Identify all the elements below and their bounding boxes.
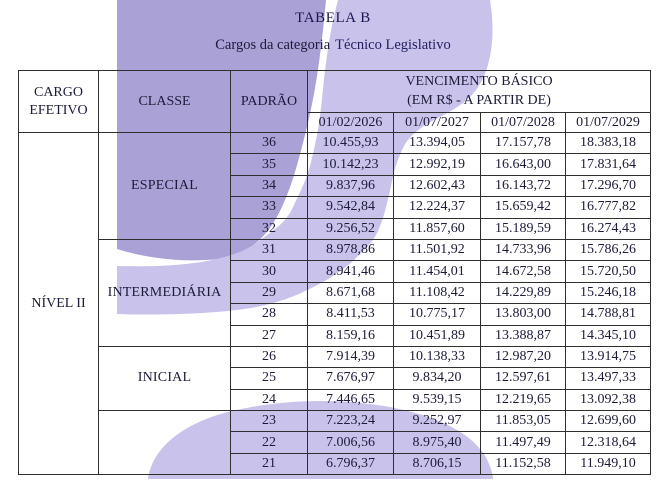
value-cell: 11.108,42 [394,282,481,303]
value-cell: 14.229,89 [481,282,566,303]
value-cell: 16.643,00 [481,154,566,175]
value-cell: 14.345,10 [566,325,651,346]
value-cell: 15.659,42 [481,197,566,218]
value-cell: 13.092,38 [566,389,651,410]
value-cell: 17.831,64 [566,154,651,175]
value-cell: 12.699,60 [566,411,651,432]
value-cell: 12.597,61 [481,368,566,389]
padrao-cell: 28 [231,304,308,325]
value-cell: 10.138,33 [394,346,481,367]
padrao-cell: 22 [231,432,308,453]
classe-cell-inicial: INICIAL [99,346,231,410]
classe-cell-blank [99,411,231,475]
padrao-cell: 34 [231,175,308,196]
col-header-vencimento [308,71,651,113]
value-cell: 8.975,40 [394,432,481,453]
date-header: 01/02/2026 [308,113,394,133]
value-cell: 12.987,20 [481,346,566,367]
value-cell: 11.152,58 [481,453,566,474]
padrao-cell: 29 [231,282,308,303]
value-cell: 10.142,23 [308,154,394,175]
value-cell: 12.224,37 [394,197,481,218]
value-cell: 18.383,18 [566,133,651,154]
value-cell: 7.006,56 [308,432,394,453]
value-cell: 11.949,10 [566,453,651,474]
value-cell: 15.189,59 [481,218,566,239]
padrao-cell: 24 [231,389,308,410]
padrao-cell: 21 [231,453,308,474]
value-cell: 11.857,60 [394,218,481,239]
value-cell: 13.394,05 [394,133,481,154]
value-cell: 15.720,50 [566,261,651,282]
value-cell: 8.671,68 [308,282,394,303]
value-cell: 14.733,96 [481,239,566,260]
value-cell: 9.256,52 [308,218,394,239]
page-subtitle [0,37,666,54]
padrao-cell: 26 [231,346,308,367]
value-cell: 17.296,70 [566,175,651,196]
vencimento-line1: VENCIMENTO BÁSICO [405,73,553,89]
classe-cell-intermediaria: INTERMEDIÁRIA [99,239,231,346]
date-header: 01/07/2027 [394,113,481,133]
value-cell: 12.992,19 [394,154,481,175]
padrao-cell: 25 [231,368,308,389]
padrao-cell: 27 [231,325,308,346]
value-cell: 9.539,15 [394,389,481,410]
value-cell: 9.252,97 [394,411,481,432]
value-cell: 10.775,17 [394,304,481,325]
classe-cell-especial: ESPECIAL [99,133,231,240]
col-header-padrao: PADRÃO [231,71,308,133]
value-cell: 8.941,46 [308,261,394,282]
value-cell: 13.914,75 [566,346,651,367]
value-cell: 9.542,84 [308,197,394,218]
value-cell: 8.159,16 [308,325,394,346]
value-cell: 10.455,93 [308,133,394,154]
value-cell: 16.143,72 [481,175,566,196]
header-row-top [19,71,651,113]
padrao-cell: 33 [231,197,308,218]
value-cell: 12.602,43 [394,175,481,196]
padrao-cell: 32 [231,218,308,239]
padrao-cell: 23 [231,411,308,432]
table-row [19,133,651,154]
col-header-classe: CLASSE [99,71,231,133]
value-cell: 7.914,39 [308,346,394,367]
padrao-cell: 31 [231,239,308,260]
value-cell: 13.803,00 [481,304,566,325]
value-cell: 12.318,64 [566,432,651,453]
value-cell: 8.978,86 [308,239,394,260]
value-cell: 17.157,78 [481,133,566,154]
date-header: 01/07/2028 [481,113,566,133]
table-row [19,411,651,432]
subtitle-prefix: Cargos da categoria [215,37,331,53]
value-cell: 7.446,65 [308,389,394,410]
value-cell: 10.451,89 [394,325,481,346]
value-cell: 15.246,18 [566,282,651,303]
value-cell: 7.223,24 [308,411,394,432]
value-cell: 16.274,43 [566,218,651,239]
date-header: 01/07/2029 [566,113,651,133]
value-cell: 11.497,49 [481,432,566,453]
value-cell: 8.411,53 [308,304,394,325]
padrao-cell: 35 [231,154,308,175]
value-cell: 7.676,97 [308,368,394,389]
salary-table [18,70,651,475]
table-row [19,346,651,367]
value-cell: 11.853,05 [481,411,566,432]
value-cell: 8.706,15 [394,453,481,474]
subtitle-category: Técnico Legislativo [335,37,451,53]
padrao-cell: 30 [231,261,308,282]
value-cell: 9.837,96 [308,175,394,196]
cargo-header-line2: EFETIVO [29,102,88,118]
value-cell: 11.501,92 [394,239,481,260]
value-cell: 13.388,87 [481,325,566,346]
value-cell: 16.777,82 [566,197,651,218]
cargo-header-line1: CARGO [33,85,83,100]
value-cell: 14.788,81 [566,304,651,325]
padrao-cell: 36 [231,133,308,154]
col-header-cargo-efetivo [19,71,99,133]
cargo-efetivo-cell: NÍVEL II [19,133,99,475]
value-cell: 11.454,01 [394,261,481,282]
table-row [19,239,651,260]
value-cell: 13.497,33 [566,368,651,389]
vencimento-line2: (EM R$ - A PARTIR DE) [407,92,551,108]
value-cell: 9.834,20 [394,368,481,389]
value-cell: 15.786,26 [566,239,651,260]
value-cell: 14.672,58 [481,261,566,282]
page-title: TABELA B [295,10,371,26]
value-cell: 12.219,65 [481,389,566,410]
value-cell: 6.796,37 [308,453,394,474]
